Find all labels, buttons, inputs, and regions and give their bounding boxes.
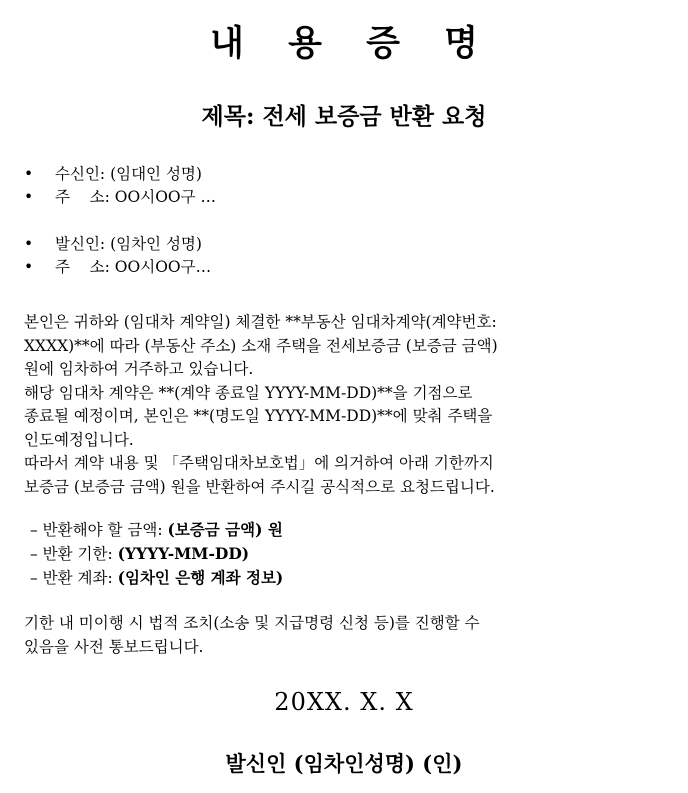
- body-line: 인도예정입니다.: [24, 430, 134, 449]
- body-line: 따라서 계약 내용 및 「주택임대차보호법」에 의거하여 아래 기한까지: [24, 454, 494, 472]
- demand-deadline: [30, 542, 283, 566]
- bullet-icon: •: [24, 165, 34, 183]
- demand-value: (YYYY-MM-DD): [117, 544, 250, 563]
- demand-list: [30, 518, 283, 590]
- recipient-name-line: • 수신인: (임대인 성명): [24, 163, 216, 186]
- demand-amount: [30, 518, 283, 542]
- document-subject: 제목: 전세 보증금 반환 요청: [201, 103, 487, 130]
- body-line: 종료될 예정이며, 본인은 **(명도일 YYYY-MM-DD)**에 맞춰 주택을: [24, 407, 493, 425]
- bullet-icon: •: [24, 258, 34, 276]
- body-line: 원에 임차하여 거주하고 있습니다.: [24, 360, 254, 378]
- bullet-icon: •: [24, 235, 34, 253]
- bullet-icon: •: [24, 188, 34, 206]
- document-title: 내 용 증 명: [210, 23, 494, 64]
- demand-account: [30, 566, 283, 590]
- body-line: XXXX)**에 따라 (부동산 주소) 소재 주택을 전세보증금 (보증금 금액): [24, 336, 498, 355]
- recipient-address-line: • 주 소: OO시OO구 …: [24, 186, 216, 209]
- document-date: 20XX. X. X: [274, 688, 414, 716]
- demand-value: (임차인 은행 계좌 정보): [117, 568, 284, 587]
- body-paragraph: [24, 311, 674, 499]
- demand-label: – 반환 계좌:: [30, 569, 118, 587]
- body-line: 본인은 귀하와 (임대차 계약일) 체결한 **부동산 임대차계약(계약번호:: [24, 313, 497, 331]
- sender-block: [24, 233, 211, 279]
- sender-address-line: • 주 소: OO시OO구…: [24, 256, 211, 279]
- recipient-block: [24, 163, 216, 209]
- body-line: 보증금 (보증금 금액) 원을 반환하여 주시길 공식적으로 요청드립니다.: [24, 477, 495, 496]
- body-line: 해당 임대차 계약은 **(계약 종료일 YYYY-MM-DD)**을 기점으로: [24, 383, 473, 402]
- demand-value: (보증금 금액) 원: [167, 520, 283, 539]
- notice-line: 있음을 사전 통보드립니다.: [24, 637, 204, 656]
- signature-line: 발신인 (임차인성명) (인): [225, 751, 463, 776]
- notice-line: 기한 내 미이행 시 법적 조치(소송 및 지급명령 신청 등)를 진행할 수: [24, 614, 480, 632]
- demand-label: – 반환해야 할 금액:: [30, 521, 168, 539]
- demand-label: – 반환 기한:: [30, 545, 118, 563]
- sender-name-line: • 발신인: (임차인 성명): [24, 233, 211, 256]
- legal-notice: [24, 612, 480, 659]
